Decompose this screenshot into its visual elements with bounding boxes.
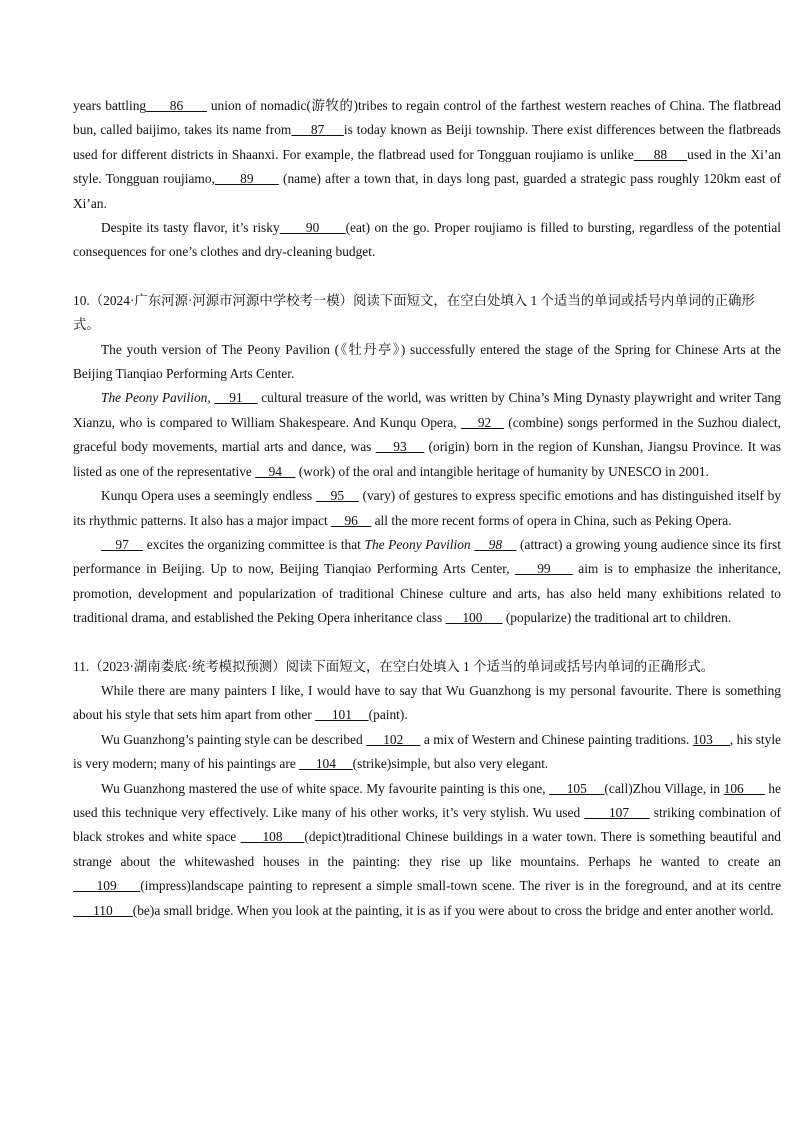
blank-92[interactable]: 92 — [460, 414, 504, 430]
text: (strike)simple, but also very elegant. — [352, 756, 549, 772]
blank-106[interactable]: 106 — [723, 780, 765, 796]
spacer — [73, 265, 781, 289]
text: (impress)landscape painting to represent a simple small-town scene. The river is in the foreground, and at its centre — [140, 878, 782, 894]
title-italic: The Peony Pavilion — [101, 390, 208, 406]
q10-paragraph-3 — [73, 484, 781, 533]
text: Kunqu Opera uses a seemingly endless — [101, 488, 316, 504]
blank-108[interactable]: 108 — [240, 829, 305, 845]
text: (combine) songs performed in the Suzhou dialect, graceful body movements, martial arts and dance, was — [73, 414, 781, 455]
blank-97[interactable]: 97 — [101, 536, 144, 552]
q9-paragraph-2 — [73, 216, 781, 265]
blank-105[interactable]: 105 — [549, 780, 605, 796]
blank-98[interactable]: 98 — [474, 536, 517, 552]
blank-88[interactable]: 88 — [633, 146, 688, 162]
text: (name) after a town that, in days long past, guarded a strategic pass roughly 120km east of Xi’an. — [73, 171, 781, 211]
q10-heading: 10.（2024·广东河源·河源市河源中学校考一模）阅读下面短文，在空白处填入 1 个适当的单词或括号内单词的正确形式。 — [73, 292, 755, 333]
text: (vary) of gestures to express specific emotions and has distinguished itself by its rhythmic patterns. It also has a major impact — [73, 488, 782, 528]
text: Wu Guanzhong mastered the use of white space. My favourite painting is this one, — [101, 780, 550, 796]
text: aim is to emphasize the inheritance, promotion, development and popularization of traditional Chinese culture and arts, has also held many exhibitions related to traditional drama, and established the Peking Opera inheritance class — [73, 561, 782, 626]
q11-paragraph-1 — [73, 679, 781, 728]
blank-101[interactable]: 101 — [315, 707, 369, 723]
text: , — [207, 390, 215, 406]
text: (eat) on the go. Proper roujiamo is filled to bursting, regardless of the potential consequences for one’s clothes and dry-cleaning budget. — [73, 220, 782, 260]
text: , his style is very modern; many of his paintings are — [73, 731, 781, 772]
blank-93[interactable]: 93 — [375, 439, 425, 455]
spacer — [73, 631, 781, 655]
text: (depict)traditional Chinese buildings in a water town. There is something beautiful and strange about the whitewashed houses in the painting: they rise up like mountains. Perhaps he wanted to create an — [73, 829, 781, 869]
blank-96[interactable]: 96 — [331, 512, 372, 528]
text: union of nomadic(游牧的)tribes to regain control of the farthest western reaches of China. The flatbread bun, called baijimo, takes its name from — [73, 98, 782, 138]
q10-paragraph-4 — [73, 533, 781, 631]
blank-102[interactable]: 102 — [366, 731, 421, 747]
text: (call)Zhou Village, in — [604, 780, 724, 796]
q10-paragraph-2 — [73, 386, 781, 484]
text: (popularize) the traditional art to children. — [502, 610, 732, 626]
blank-100[interactable]: 100 — [445, 610, 503, 626]
text: Despite its tasty flavor, it’s risky — [101, 220, 280, 236]
blank-94[interactable]: 94 — [255, 463, 296, 479]
text: a mix of Western and Chinese painting traditions. — [420, 731, 693, 747]
text: (work) of the oral and intangible heritage of humanity by UNESCO in 2001. — [295, 463, 709, 479]
blank-90[interactable]: 90 — [279, 220, 346, 236]
text: Wu Guanzhong’s painting style can be described — [101, 731, 367, 747]
blank-89[interactable]: 89 — [214, 171, 279, 187]
text: (paint). — [368, 707, 408, 723]
text: all the more recent forms of opera in China, such as Peking Opera. — [371, 512, 732, 528]
text: cultural treasure of the world, was written by China’s Ming Dynasty playwright and writer Tang Xianzu, who is compared to William Shakespeare. And Kunqu Opera, — [73, 390, 781, 430]
title-italic: The Peony Pavilion — [364, 536, 471, 552]
q11-heading: 11.（2023·湖南娄底·统考模拟预测）阅读下面短文，在空白处填入 1 个适当的单词或括号内单词的正确形式。 — [73, 658, 715, 674]
blank-95[interactable]: 95 — [315, 488, 359, 504]
text: used in the Xi’an style. Tongguan roujiamo, — [73, 146, 781, 187]
text: (attract) a growing young audience since its first performance in Beijing. Up to now, Beijing Tianqiao Performing Arts Center, — [73, 536, 781, 577]
blank-104[interactable]: 104 — [299, 756, 353, 772]
blank-103[interactable]: 103 — [692, 731, 730, 747]
text: he used this technique very effectively. Like many of his other works, it’s very stylish. Wu used — [73, 780, 782, 820]
text: striking combination of black strokes and white space — [73, 804, 781, 845]
text: years battling — [73, 98, 147, 113]
text: (origin) born in the region of Kunshan, Jiangsu Province. It was listed as one of the representative — [73, 439, 781, 479]
blank-110[interactable]: 110 — [73, 902, 133, 918]
text: excites the organizing committee is that — [143, 536, 365, 552]
blank-87[interactable]: 87 — [291, 122, 344, 138]
q11-paragraph-2 — [73, 728, 781, 777]
blank-86[interactable]: 86 — [146, 98, 207, 113]
q9-paragraph-1 — [73, 94, 781, 216]
blank-109[interactable]: 109 — [73, 878, 141, 894]
text: (be)a small bridge. When you look at the painting, it is as if you were about to cross the bridge and enter another world. — [132, 902, 774, 918]
blank-107[interactable]: 107 — [584, 804, 650, 820]
blank-99[interactable]: 99 — [515, 561, 573, 577]
text: is today known as Beiji township. There exist differences between the flatbreads used for different districts in Shaanxi. For example, the flatbread used for Tongguan roujiamo is unlike — [73, 122, 781, 162]
blank-91[interactable]: 91 — [214, 390, 258, 406]
text: While there are many painters I like, I would have to say that Wu Guanzhong is my personal favourite. There is something about his style that sets him apart from other — [73, 682, 781, 723]
document-page — [73, 94, 781, 923]
q11-paragraph-3 — [73, 777, 781, 923]
q10-paragraph-1: The youth version of The Peony Pavilion (《牡丹亭》) successfully entered the stage of the Spring for Chinese Arts at the Beijing Tianqiao Performing Arts Center. — [73, 341, 781, 382]
